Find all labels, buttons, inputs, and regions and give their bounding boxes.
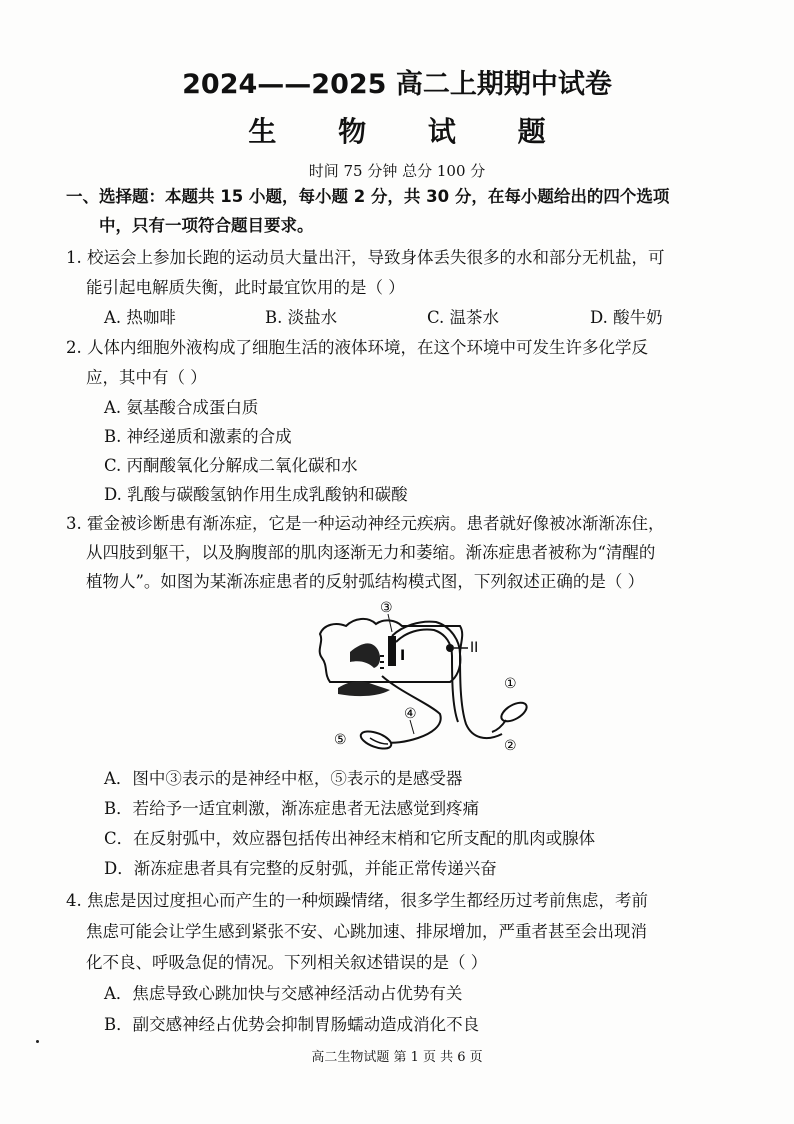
q2-option-b: B. 神经递质和激素的合成	[104, 427, 292, 446]
receptor	[498, 699, 529, 725]
q1-stem-line1: 1. 校运会上参加长跑的运动员大量出汗，导致身体丢失很多的水和部分无机盐，可	[66, 248, 665, 267]
q2-option-d: D. 乳酸与碳酸氢钠作用生成乳酸钠和碳酸	[104, 485, 408, 504]
exam-meta: 时间 75 分钟 总分 100 分	[308, 162, 486, 180]
scan-speck	[36, 1040, 39, 1043]
exam-title: 2024——2025 高二上期期中试卷	[182, 69, 612, 100]
ganglion	[446, 644, 454, 652]
neuron-I-dots	[380, 656, 384, 668]
q3-option-b: B．若给予一适宜刺激，渐冻症患者无法感觉到疼痛	[104, 799, 480, 818]
q2-stem-line2: 应，其中有（ ）	[86, 368, 207, 387]
label-4: ④	[404, 706, 417, 722]
section-heading-line2: 中，只有一项符合题目要求。	[99, 216, 314, 235]
effector	[359, 728, 394, 752]
page-footer: 高二生物试题 第 1 页 共 6 页	[311, 1050, 483, 1065]
q4-option-b: B．副交感神经占优势会抑制胃肠蠕动造成消化不良	[104, 1015, 480, 1034]
q3-stem-line1: 3. 霍金被诊断患有渐冻症，它是一种运动神经元疾病。患者就好像被冰渐渐冻住，	[66, 514, 665, 533]
q4-stem-line1: 4. 焦虑是因过度担心而产生的一种烦躁情绪，很多学生都经历过考前焦虑，考前	[66, 891, 648, 910]
q1-option-d: D. 酸牛奶	[590, 308, 663, 327]
q2-stem-line1: 2. 人体内细胞外液构成了细胞生活的液体环境，在这个环境中可发生许多化学反	[66, 338, 648, 357]
label-II: II	[470, 640, 479, 656]
label-3: ③	[380, 600, 393, 616]
section-heading-line1: 一、选择题：本题共 15 小题，每小题 2 分，共 30 分，在每小题给出的四个选项	[66, 187, 670, 206]
neuron-I	[388, 636, 396, 666]
q1-option-b: B. 淡盐水	[265, 308, 338, 327]
q4-option-a: A．焦虑导致心跳加快与交感神经活动占优势有关	[104, 984, 463, 1003]
q2-option-a: A. 氨基酸合成蛋白质	[104, 398, 259, 417]
q4-stem-line3: 化不良、呼吸急促的情况。下列相关叙述错误的是（ ）	[86, 953, 488, 972]
subject-title: 生 物 试 题	[248, 115, 572, 148]
reflex-arc-figure	[310, 596, 550, 762]
q1-stem-line2: 能引起电解质失衡，此时最宜饮用的是（ ）	[86, 278, 405, 297]
q3-option-c: C．在反射弧中，效应器包括传出神经末梢和它所支配的肌肉或腺体	[104, 829, 596, 848]
q2-option-c: C. 丙酮酸氧化分解成二氧化碳和水	[104, 456, 358, 475]
q3-stem-line2: 从四肢到躯干，以及胸腹部的肌肉逐渐无力和萎缩。渐冻症患者被称为“清醒的	[86, 543, 656, 562]
label-5: ⑤	[334, 732, 347, 748]
label-1: ①	[504, 676, 517, 692]
q1-option-c: C. 温茶水	[427, 308, 500, 327]
label-2: ②	[504, 738, 517, 754]
q3-option-d: D．渐冻症患者具有完整的反射弧，并能正常传递兴奋	[104, 859, 497, 878]
gray-matter-lower	[338, 681, 390, 696]
q3-stem-line3: 植物人”。如图为某渐冻症患者的反射弧结构模式图，下列叙述正确的是（ ）	[86, 572, 645, 591]
q3-option-a: A．图中③表示的是神经中枢，⑤表示的是感受器	[104, 769, 463, 788]
q1-option-a: A. 热咖啡	[104, 308, 176, 327]
gray-matter	[350, 643, 380, 668]
label-I: I	[400, 648, 406, 664]
q4-stem-line2: 焦虑可能会让学生感到紧张不安、心跳加速、排尿增加，严重者甚至会出现消	[86, 922, 647, 941]
